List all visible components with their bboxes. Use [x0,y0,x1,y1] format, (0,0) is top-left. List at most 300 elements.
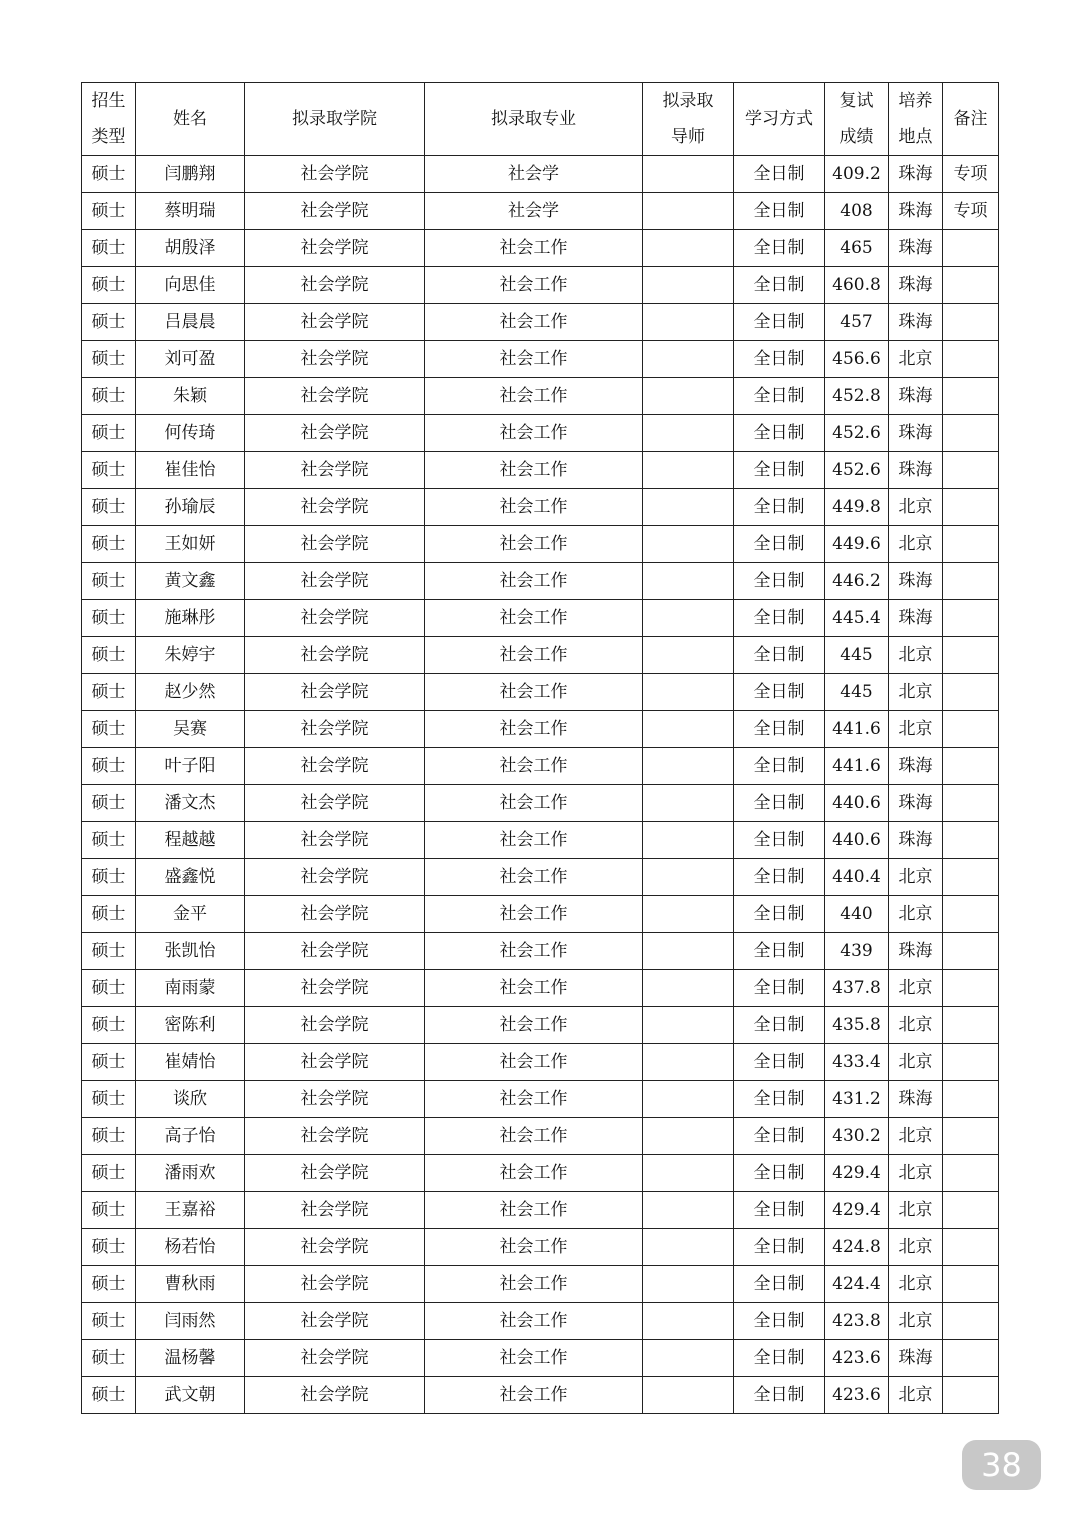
cell-mode: 全日制 [734,711,825,748]
cell-college: 社会学院 [245,1118,425,1155]
cell-score: 423.6 [825,1340,889,1377]
cell-advisor [643,822,734,859]
cell-score: 424.8 [825,1229,889,1266]
cell-loc: 珠海 [889,748,943,785]
cell-college: 社会学院 [245,896,425,933]
cell-advisor [643,970,734,1007]
table-row [82,1044,999,1081]
cell-loc: 北京 [889,1118,943,1155]
cell-college: 社会学院 [245,1192,425,1229]
table-row [82,711,999,748]
cell-mode: 全日制 [734,1081,825,1118]
cell-name: 赵少然 [136,674,245,711]
cell-type: 硕士 [82,933,136,970]
cell-major: 社会工作 [425,304,643,341]
cell-college: 社会学院 [245,1007,425,1044]
cell-score: 452.6 [825,452,889,489]
cell-mode: 全日制 [734,1118,825,1155]
cell-type: 硕士 [82,748,136,785]
cell-loc: 珠海 [889,933,943,970]
cell-type: 硕士 [82,378,136,415]
cell-college: 社会学院 [245,1044,425,1081]
cell-note [943,526,999,563]
cell-note [943,1192,999,1229]
cell-college: 社会学院 [245,452,425,489]
cell-note [943,859,999,896]
cell-mode: 全日制 [734,267,825,304]
cell-name: 施琳彤 [136,600,245,637]
cell-note [943,1155,999,1192]
page-number-badge: 38 [962,1440,1041,1490]
table-row [82,341,999,378]
table-row [82,748,999,785]
cell-name: 武文朝 [136,1377,245,1414]
cell-note [943,1340,999,1377]
cell-note [943,1118,999,1155]
header-major: 拟录取专业 [425,83,643,156]
cell-major: 社会工作 [425,1229,643,1266]
cell-major: 社会工作 [425,674,643,711]
cell-advisor [643,748,734,785]
cell-college: 社会学院 [245,970,425,1007]
cell-mode: 全日制 [734,1340,825,1377]
cell-type: 硕士 [82,785,136,822]
cell-name: 刘可盈 [136,341,245,378]
cell-score: 449.8 [825,489,889,526]
cell-major: 社会工作 [425,1155,643,1192]
cell-score: 423.6 [825,1377,889,1414]
cell-name: 崔婧怡 [136,1044,245,1081]
cell-major: 社会工作 [425,1118,643,1155]
cell-college: 社会学院 [245,637,425,674]
cell-major: 社会工作 [425,711,643,748]
cell-mode: 全日制 [734,563,825,600]
cell-advisor [643,156,734,193]
cell-loc: 北京 [889,1155,943,1192]
cell-loc: 北京 [889,711,943,748]
cell-college: 社会学院 [245,563,425,600]
cell-note [943,1303,999,1340]
cell-note: 专项 [943,193,999,230]
table-row [82,822,999,859]
cell-loc: 北京 [889,1303,943,1340]
cell-name: 王如妍 [136,526,245,563]
cell-note [943,970,999,1007]
table-row [82,1266,999,1303]
cell-advisor [643,378,734,415]
cell-college: 社会学院 [245,748,425,785]
cell-name: 向思佳 [136,267,245,304]
cell-type: 硕士 [82,415,136,452]
cell-note [943,563,999,600]
table-row [82,859,999,896]
cell-mode: 全日制 [734,1192,825,1229]
cell-score: 441.6 [825,748,889,785]
cell-college: 社会学院 [245,1377,425,1414]
cell-type: 硕士 [82,526,136,563]
cell-college: 社会学院 [245,1303,425,1340]
table-row [82,933,999,970]
cell-mode: 全日制 [734,859,825,896]
cell-loc: 北京 [889,637,943,674]
cell-name: 朱婷宇 [136,637,245,674]
cell-type: 硕士 [82,1081,136,1118]
cell-note [943,267,999,304]
cell-loc: 珠海 [889,230,943,267]
cell-type: 硕士 [82,1266,136,1303]
cell-loc: 北京 [889,970,943,1007]
cell-note [943,341,999,378]
cell-type: 硕士 [82,1377,136,1414]
table-row [82,452,999,489]
cell-type: 硕士 [82,563,136,600]
cell-loc: 北京 [889,1044,943,1081]
cell-note [943,674,999,711]
table-row [82,1229,999,1266]
cell-note [943,1044,999,1081]
cell-type: 硕士 [82,156,136,193]
cell-college: 社会学院 [245,193,425,230]
cell-loc: 珠海 [889,600,943,637]
cell-score: 409.2 [825,156,889,193]
cell-type: 硕士 [82,341,136,378]
cell-loc: 北京 [889,526,943,563]
cell-type: 硕士 [82,267,136,304]
cell-score: 440.6 [825,822,889,859]
cell-college: 社会学院 [245,230,425,267]
cell-score: 445 [825,674,889,711]
cell-type: 硕士 [82,193,136,230]
cell-college: 社会学院 [245,341,425,378]
cell-mode: 全日制 [734,1155,825,1192]
cell-type: 硕士 [82,600,136,637]
cell-mode: 全日制 [734,785,825,822]
table-row [82,230,999,267]
cell-college: 社会学院 [245,415,425,452]
cell-note [943,452,999,489]
cell-advisor [643,1229,734,1266]
table-row [82,1377,999,1414]
cell-mode: 全日制 [734,378,825,415]
cell-type: 硕士 [82,1192,136,1229]
cell-advisor [643,193,734,230]
cell-advisor [643,859,734,896]
cell-note: 专项 [943,156,999,193]
cell-name: 闫雨然 [136,1303,245,1340]
cell-score: 424.4 [825,1266,889,1303]
cell-loc: 珠海 [889,1081,943,1118]
cell-type: 硕士 [82,674,136,711]
cell-name: 温杨馨 [136,1340,245,1377]
cell-college: 社会学院 [245,1266,425,1303]
table-row [82,1155,999,1192]
cell-mode: 全日制 [734,748,825,785]
cell-major: 社会工作 [425,378,643,415]
cell-note [943,785,999,822]
cell-score: 408 [825,193,889,230]
cell-name: 潘雨欢 [136,1155,245,1192]
cell-name: 密陈利 [136,1007,245,1044]
cell-advisor [643,489,734,526]
cell-major: 社会工作 [425,341,643,378]
cell-loc: 珠海 [889,822,943,859]
table-row [82,193,999,230]
cell-name: 盛鑫悦 [136,859,245,896]
cell-mode: 全日制 [734,600,825,637]
cell-name: 程越越 [136,822,245,859]
cell-mode: 全日制 [734,489,825,526]
cell-score: 439 [825,933,889,970]
cell-college: 社会学院 [245,378,425,415]
cell-major: 社会工作 [425,1266,643,1303]
table-row [82,1118,999,1155]
cell-college: 社会学院 [245,933,425,970]
cell-loc: 珠海 [889,156,943,193]
cell-advisor [643,1155,734,1192]
table-row [82,970,999,1007]
table-row [82,896,999,933]
cell-mode: 全日制 [734,156,825,193]
admission-table [81,82,999,1414]
cell-loc: 北京 [889,489,943,526]
cell-note [943,1266,999,1303]
cell-loc: 北京 [889,1007,943,1044]
cell-name: 何传琦 [136,415,245,452]
cell-mode: 全日制 [734,1229,825,1266]
cell-major: 社会工作 [425,526,643,563]
cell-loc: 珠海 [889,304,943,341]
cell-advisor [643,1377,734,1414]
cell-major: 社会工作 [425,489,643,526]
cell-advisor [643,267,734,304]
cell-type: 硕士 [82,1118,136,1155]
header-score: 复试 成绩 [825,83,889,156]
cell-name: 闫鹏翔 [136,156,245,193]
cell-college: 社会学院 [245,785,425,822]
cell-score: 445.4 [825,600,889,637]
cell-major: 社会工作 [425,1192,643,1229]
cell-note [943,637,999,674]
cell-score: 446.2 [825,563,889,600]
cell-major: 社会工作 [425,859,643,896]
cell-loc: 珠海 [889,267,943,304]
cell-name: 杨若怡 [136,1229,245,1266]
cell-mode: 全日制 [734,896,825,933]
cell-advisor [643,637,734,674]
cell-major: 社会工作 [425,415,643,452]
cell-loc: 珠海 [889,415,943,452]
cell-type: 硕士 [82,859,136,896]
header-mode: 学习方式 [734,83,825,156]
cell-score: 440 [825,896,889,933]
cell-major: 社会工作 [425,1340,643,1377]
cell-note [943,1229,999,1266]
cell-name: 蔡明瑞 [136,193,245,230]
cell-score: 452.8 [825,378,889,415]
cell-major: 社会工作 [425,1377,643,1414]
cell-score: 457 [825,304,889,341]
cell-note [943,1081,999,1118]
cell-advisor [643,1266,734,1303]
cell-college: 社会学院 [245,1229,425,1266]
cell-mode: 全日制 [734,452,825,489]
cell-advisor [643,1303,734,1340]
cell-loc: 北京 [889,1229,943,1266]
cell-mode: 全日制 [734,674,825,711]
cell-major: 社会工作 [425,748,643,785]
cell-college: 社会学院 [245,1081,425,1118]
cell-type: 硕士 [82,637,136,674]
cell-name: 朱颖 [136,378,245,415]
cell-advisor [643,933,734,970]
table-row [82,378,999,415]
cell-name: 黄文鑫 [136,563,245,600]
cell-score: 460.8 [825,267,889,304]
cell-type: 硕士 [82,452,136,489]
cell-major: 社会工作 [425,452,643,489]
cell-mode: 全日制 [734,1044,825,1081]
cell-score: 433.4 [825,1044,889,1081]
cell-loc: 珠海 [889,785,943,822]
table-row [82,267,999,304]
table-row [82,304,999,341]
cell-note [943,304,999,341]
cell-type: 硕士 [82,711,136,748]
cell-note [943,748,999,785]
cell-college: 社会学院 [245,304,425,341]
cell-major: 社会工作 [425,600,643,637]
cell-college: 社会学院 [245,1155,425,1192]
cell-major: 社会工作 [425,1044,643,1081]
cell-advisor [643,230,734,267]
cell-advisor [643,304,734,341]
cell-note [943,1377,999,1414]
cell-score: 452.6 [825,415,889,452]
cell-score: 423.8 [825,1303,889,1340]
cell-note [943,600,999,637]
cell-loc: 珠海 [889,563,943,600]
cell-type: 硕士 [82,1155,136,1192]
cell-mode: 全日制 [734,1007,825,1044]
cell-mode: 全日制 [734,1377,825,1414]
cell-name: 南雨蒙 [136,970,245,1007]
cell-major: 社会工作 [425,970,643,1007]
cell-advisor [643,711,734,748]
cell-mode: 全日制 [734,822,825,859]
cell-note [943,933,999,970]
cell-score: 431.2 [825,1081,889,1118]
cell-note [943,822,999,859]
cell-loc: 北京 [889,1266,943,1303]
table-row [82,563,999,600]
cell-type: 硕士 [82,896,136,933]
cell-name: 谈欣 [136,1081,245,1118]
table-row [82,489,999,526]
cell-advisor [643,563,734,600]
cell-mode: 全日制 [734,415,825,452]
cell-loc: 北京 [889,674,943,711]
cell-advisor [643,1340,734,1377]
cell-major: 社会工作 [425,563,643,600]
cell-college: 社会学院 [245,267,425,304]
cell-college: 社会学院 [245,822,425,859]
cell-mode: 全日制 [734,526,825,563]
cell-mode: 全日制 [734,193,825,230]
cell-mode: 全日制 [734,970,825,1007]
cell-note [943,896,999,933]
cell-type: 硕士 [82,1229,136,1266]
cell-advisor [643,674,734,711]
cell-score: 445 [825,637,889,674]
cell-name: 潘文杰 [136,785,245,822]
cell-mode: 全日制 [734,1303,825,1340]
cell-advisor [643,1081,734,1118]
table-row [82,785,999,822]
header-type: 招生 类型 [82,83,136,156]
cell-advisor [643,1007,734,1044]
cell-type: 硕士 [82,1007,136,1044]
cell-score: 449.6 [825,526,889,563]
cell-name: 高子怡 [136,1118,245,1155]
table-row [82,600,999,637]
cell-score: 441.6 [825,711,889,748]
cell-note [943,230,999,267]
cell-score: 429.4 [825,1192,889,1229]
cell-score: 437.8 [825,970,889,1007]
cell-mode: 全日制 [734,1266,825,1303]
cell-type: 硕士 [82,1340,136,1377]
cell-advisor [643,785,734,822]
cell-major: 社会工作 [425,230,643,267]
cell-mode: 全日制 [734,341,825,378]
cell-score: 440.6 [825,785,889,822]
cell-college: 社会学院 [245,1340,425,1377]
table-row [82,1081,999,1118]
cell-major: 社会工作 [425,267,643,304]
cell-name: 崔佳怡 [136,452,245,489]
cell-score: 456.6 [825,341,889,378]
cell-loc: 珠海 [889,193,943,230]
cell-loc: 北京 [889,1192,943,1229]
header-row [82,83,999,156]
cell-note [943,415,999,452]
cell-college: 社会学院 [245,489,425,526]
cell-college: 社会学院 [245,674,425,711]
cell-advisor [643,1192,734,1229]
cell-advisor [643,526,734,563]
cell-college: 社会学院 [245,600,425,637]
cell-loc: 珠海 [889,378,943,415]
cell-name: 曹秋雨 [136,1266,245,1303]
cell-score: 429.4 [825,1155,889,1192]
table-row [82,1303,999,1340]
cell-advisor [643,896,734,933]
cell-type: 硕士 [82,1044,136,1081]
cell-score: 440.4 [825,859,889,896]
cell-score: 465 [825,230,889,267]
cell-type: 硕士 [82,1303,136,1340]
cell-major: 社会学 [425,193,643,230]
cell-major: 社会学 [425,156,643,193]
header-name: 姓名 [136,83,245,156]
cell-advisor [643,1118,734,1155]
cell-name: 胡殷泽 [136,230,245,267]
cell-score: 430.2 [825,1118,889,1155]
cell-college: 社会学院 [245,156,425,193]
header-college: 拟录取学院 [245,83,425,156]
cell-loc: 北京 [889,859,943,896]
cell-major: 社会工作 [425,896,643,933]
